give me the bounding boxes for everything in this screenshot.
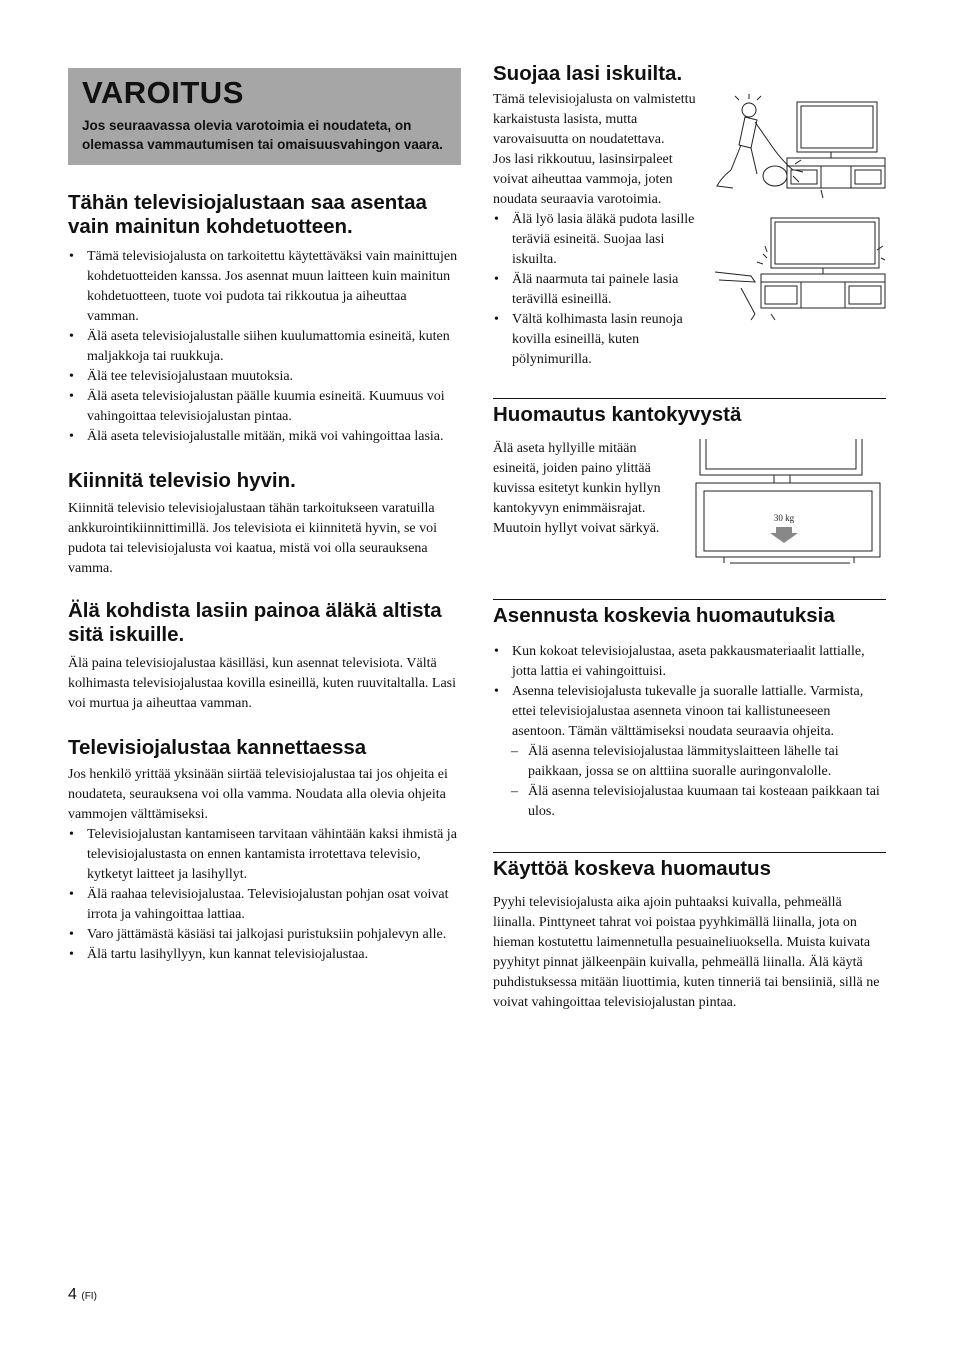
section-heading: Asennusta koskevia huomautuksia: [493, 599, 886, 628]
section-heading: Kiinnitä televisio hyvin.: [68, 469, 296, 492]
left-column: [68, 68, 461, 987]
bullet-list: [68, 247, 461, 447]
page-number-value: 4: [68, 1286, 77, 1303]
section-heading: Huomautus kantokyvystä: [493, 398, 886, 427]
section-heading: Suojaa lasi iskuilta.: [493, 62, 683, 85]
warning-box: [68, 68, 461, 165]
section-text: Jos henkilö yrittää yksinään siirtää televisiojalustaa tai jos ohjeita ei noudateta, seurauksena voi olla vamma. Noudata alla olevia ohjeita vammojen välttämiseksi.: [68, 767, 448, 822]
list-item: • Älä aseta televisiojalustalle siihen kuulumattomia esineitä, kuten maljakkoja tai ruukkuja.: [68, 327, 461, 367]
section-text: Jos lasi rikkoutuu, lasinsirpaleet voivat aiheuttaa vammoja, joten noudata seuraavia varotoimia.: [493, 152, 673, 207]
list-item: • Televisiojalustan kantamiseen tarvitaan vähintään kaksi ihmistä ja televisiojalustasta on ennen kantamista irrotettava televisio, kytketyt laitteet ja lasihyllyt.: [68, 825, 461, 885]
section-text: Älä aseta hyllyille mitään esineitä, joiden paino ylittää kuvissa esitetyt kunkin hyllyn kantokyvyn enimmäisrajat. Muutoin hyllyt voivat särkyä.: [493, 441, 661, 536]
list-item: • Älä raahaa televisiojalustaa. Televisiojalustan pohjan osat voivat irrota ja vahingoittaa lattiaa.: [68, 885, 461, 925]
section-installation: [493, 599, 886, 822]
list-item: • Älä aseta televisiojalustalle mitään, mikä voi vahingoittaa lasia.: [68, 427, 461, 447]
shelf-capacity-illustration: [694, 439, 884, 569]
list-item: • Älä tartu lasihyllyyn, kun kannat televisiojalustaa.: [68, 945, 461, 965]
section-target-products: [68, 191, 461, 447]
section-heading: Televisiojalustaa kannettaessa: [68, 736, 367, 759]
bullet-list: [68, 825, 461, 965]
section-protect-glass: [493, 62, 886, 370]
list-item: • Vältä kolhimasta lasin reunoja kovilla esineillä, kuten pölynimurilla.: [493, 310, 705, 370]
right-column: [493, 62, 886, 1035]
section-usage: [493, 852, 886, 1013]
list-item: • Älä lyö lasia äläkä pudota lasille teräviä esineitä. Suojaa lasi iskuilta.: [493, 210, 705, 270]
warning-title: VAROITUS: [82, 75, 244, 110]
section-text: Pyyhi televisiojalusta aika ajoin puhtaaksi kuivalla, pehmeällä liinalla. Pinttyneet tahrat voi poistaa pyyhkimällä liinalla, jota on hieman kostutettu laimennetulla pesuaineliuoksella. Muista kuivata pyyhityt pinnat jälkeenpäin kuivalla, pehmeällä liinalla. Älä käytä puhdistuksessa mitään liuottimia, kuten tinneriä tai bensiiniä, sillä ne voivat vahingoittaa televisiojalustan pintaa.: [493, 895, 880, 1010]
section-text: Älä paina televisiojalustaa käsilläsi, kun asennat televisiota. Vältä kolhimasta televisiojalustaa kovilla esineillä, kuten ruuvitaltalla. Lasi voi murtua ja aiheuttaa vamman.: [68, 656, 457, 711]
section-glass-pressure: [68, 599, 461, 714]
bullet-list: [493, 210, 705, 370]
list-item: • Asenna televisiojalusta tukevalle ja suoralle lattialle. Varmista, ettei televisiojalustaa asenneta vinoon tai kallistuneeseen asentoon. Tämän välttämiseksi noudata seuraavia ohjeita.: [493, 682, 886, 742]
section-text: Tämä televisiojalusta on valmistettu karkaistusta lasista, mutta varovaisuutta on noudatettava.: [493, 92, 696, 147]
list-item: • Kun kokoat televisiojalustaa, aseta pakkausmateriaalit lattialle, jotta lattia ei vahingoittuisi.: [493, 642, 886, 682]
page-number: [68, 1286, 97, 1304]
weight-label: 30 kg: [773, 513, 795, 523]
section-heading: Tähän televisiojalustaan saa asentaa vain mainitun kohdetuotteen.: [68, 191, 427, 238]
sub-list-item: – Älä asenna televisiojalustaa lämmityslaitteen lähelle tai paikkaan, jossa se on alttiina suoralle auringonvalolle.: [493, 742, 886, 782]
section-capacity: [493, 398, 886, 569]
vacuum-cleaner-illustration: [711, 90, 886, 200]
section-heading: Käyttöä koskeva huomautus: [493, 852, 886, 881]
language-code: (FI): [81, 1291, 97, 1302]
list-item: • Älä tee televisiojalustaan muutoksia.: [68, 367, 461, 387]
list-item: • Tämä televisiojalusta on tarkoitettu käytettäväksi vain mainittujen kohdetuotteiden kanssa. Jos asennat muun laitteen kuin mainitun kohdetuotteen, tuote voi pudota tai rikkoutua ja aiheuttaa vamman.: [68, 247, 461, 327]
sub-list-item: – Älä asenna televisiojalustaa kuumaan tai kosteaan paikkaan tai ulos.: [493, 782, 886, 822]
section-secure-tv: [68, 469, 461, 579]
list-item: • Varo jättämästä käsiäsi tai jalkojasi puristuksiin pohjalevyn alle.: [68, 925, 461, 945]
bullet-list: [493, 642, 886, 822]
section-text: Kiinnitä televisio televisiojalustaan tähän tarkoitukseen varatuilla ankkurointikiinnittimillä. Jos televisiota ei kiinnitetä hyvin, se voi pudota tai televisiojalusta voi kaatua, mistä voi olla seurauksena vamma.: [68, 501, 438, 576]
warning-subtitle: Jos seuraavassa olevia varotoimia ei noudateta, on olemassa vammautumisen tai omaisuusvahingon vaara.: [82, 118, 443, 152]
list-item: • Älä naarmuta tai painele lasia terävillä esineillä.: [493, 270, 705, 310]
section-carrying: [68, 736, 461, 965]
glass-impact-illustration: [711, 210, 886, 325]
section-heading: Älä kohdista lasiin painoa äläkä altista sitä iskuille.: [68, 599, 442, 646]
list-item: • Älä aseta televisiojalustan päälle kuumia esineitä. Kuumuus voi vahingoittaa televisiojalustan pintaa.: [68, 387, 461, 427]
